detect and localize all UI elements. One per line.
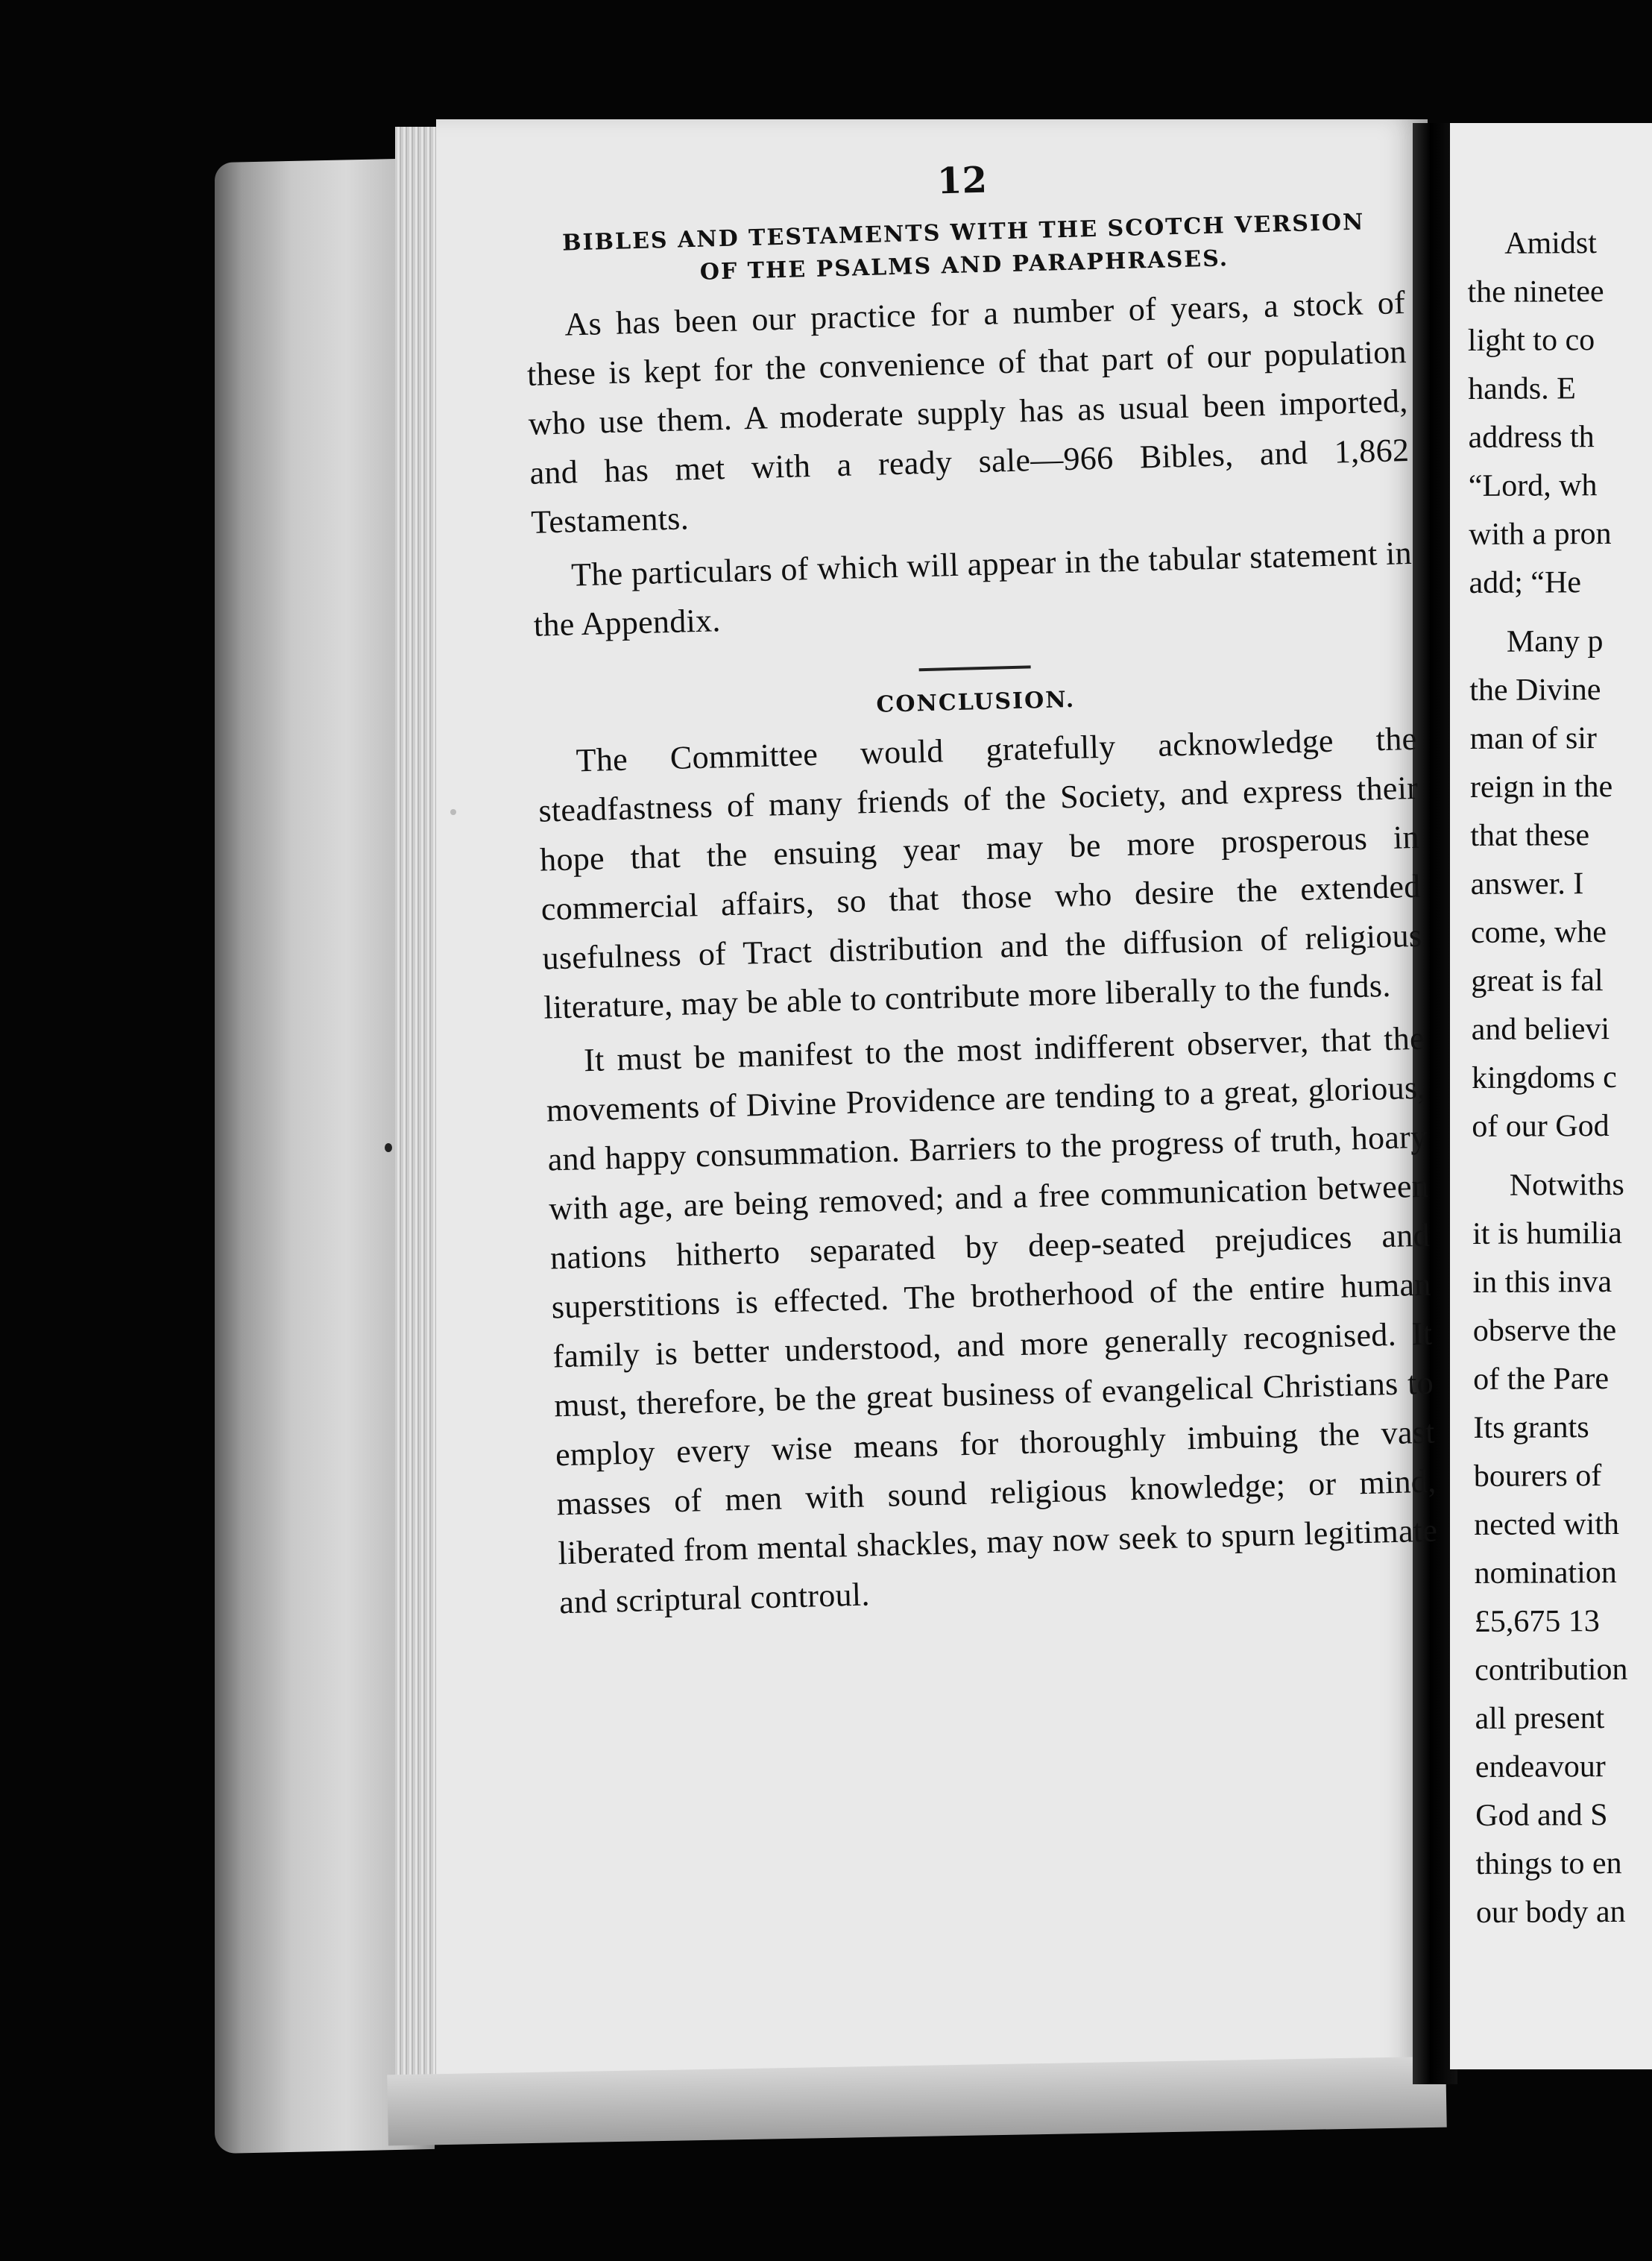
- right-page-line: nomination: [1474, 1555, 1617, 1591]
- paragraph-providence: It must be manifest to the most indifferent observer, that the movements of Divine Providence are tending to a great, glorious, and happy consummation. Barriers to the progress of truth, hoary with age, are being removed; and a free communication between nations hitherto separated by deep-seated prejudices and superstitions is effected. The brotherhood of the entire human family is better understood, and more generally recognised. It must, therefore, be the great business of evangelical Christians to employ every wise means for thoroughly imbuing the vast masses of men with sound religious knowledge; or mind, liberated from mental shackles, may now seek to spurn legitimate and scriptural controul.: [546, 1019, 1438, 1621]
- page-speck: [450, 809, 456, 815]
- right-page-line: all present: [1475, 1701, 1605, 1736]
- right-page-line: it is humilia: [1472, 1216, 1622, 1251]
- left-page-text: [522, 148, 1440, 1627]
- right-page-line: answer. I: [1470, 867, 1584, 902]
- right-page-line: nected with: [1474, 1506, 1620, 1542]
- right-page-line: address th: [1468, 420, 1595, 455]
- right-page-line: bourers of: [1473, 1459, 1602, 1494]
- paragraph-bibles: As has been our practice for a number of years, a stock of these is kept for the convenience of that part of our population who use them. A moderate supply has as usual been imported, and has met with a ready sale—966 Bibles, and 1,862 Testaments.: [526, 284, 1410, 541]
- right-page-line: in this inva: [1472, 1265, 1612, 1300]
- right-page-line: endeavour: [1475, 1749, 1606, 1784]
- right-page-line: contribution: [1475, 1652, 1628, 1688]
- page-speck: [385, 1143, 392, 1152]
- section-heading-line2: OF THE PSALMS AND PARAPHRASES.: [699, 245, 1229, 286]
- right-page-line: the ninetee: [1467, 274, 1604, 309]
- right-page-line: man of sir: [1469, 721, 1598, 756]
- right-page-line: £5,675 13: [1474, 1604, 1600, 1639]
- page-number: 12: [936, 159, 988, 203]
- right-page-line: things to en: [1475, 1846, 1622, 1881]
- right-page-line: and believi: [1471, 1012, 1610, 1047]
- right-page-line: that these: [1470, 818, 1590, 853]
- right-page-line: light to co: [1467, 323, 1595, 358]
- right-page-line: of the Pare: [1473, 1362, 1610, 1397]
- right-page-line: great is fal: [1471, 963, 1604, 999]
- paragraph-committee: The Committee would gratefully acknowledge the steadfastness of many friends of the Society, and express their hope that the ensuing year may be more prosperous in commercial affairs, so that those who desire the extended usefulness of Tract distribution and the diffusion of religious literature, may be able to contribute more liberally to the funds.: [537, 720, 1422, 1026]
- section-divider: [919, 665, 1031, 671]
- right-page-line: “Lord, wh: [1468, 468, 1598, 503]
- paragraph-particulars: The particulars of which will appear in the tabular statement in the Appendix.: [533, 534, 1413, 644]
- right-page-text: [1467, 219, 1652, 1937]
- right-page-line: reign in the: [1469, 769, 1613, 805]
- paragraph-gap: [1469, 607, 1652, 618]
- conclusion-heading: CONCLUSION.: [876, 686, 1076, 718]
- right-page-line: our body an: [1475, 1894, 1626, 1930]
- right-page-line: observe the: [1472, 1312, 1617, 1348]
- right-page-line: kingdoms c: [1471, 1060, 1617, 1095]
- right-page-line: Amidst: [1504, 226, 1597, 261]
- right-page-line: come, whe: [1470, 915, 1607, 950]
- right-page-line: Notwiths: [1509, 1167, 1624, 1203]
- right-page-line: the Divine: [1469, 673, 1601, 708]
- paragraph-gap: [1472, 1151, 1652, 1162]
- page-stack: [395, 127, 440, 2110]
- right-page-line: God and S: [1475, 1798, 1608, 1833]
- right-page-line: Its grants: [1473, 1410, 1589, 1445]
- section-heading-line1: BIBLES AND TESTAMENTS WITH THE SCOTCH VERSION: [561, 209, 1365, 257]
- right-page-line: of our God: [1472, 1109, 1610, 1144]
- right-page-line: add; “He: [1469, 565, 1582, 600]
- right-page-line: with a pron: [1469, 516, 1612, 552]
- right-page-line: hands. E: [1468, 371, 1576, 406]
- right-page-line: Many p: [1506, 624, 1604, 659]
